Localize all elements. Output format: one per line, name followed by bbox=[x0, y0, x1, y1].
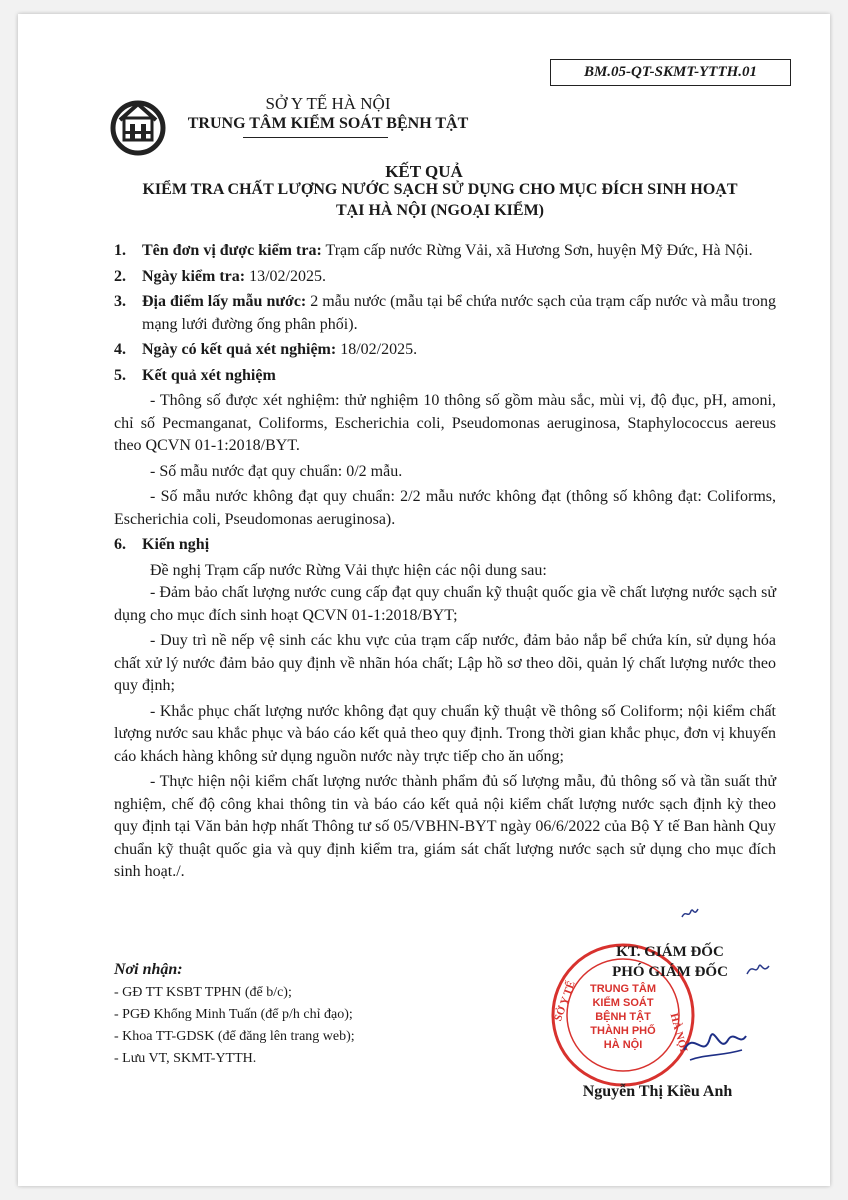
item-1 bbox=[114, 240, 776, 263]
item-text: 13/02/2025. bbox=[245, 267, 326, 285]
official-red-stamp bbox=[548, 940, 698, 1090]
recipient-item: - Khoa TT-GDSK (để đăng lên trang web); bbox=[114, 1029, 355, 1044]
svg-text:SỞ Y TẾ: SỞ Y TẾ bbox=[552, 979, 578, 1023]
stamp-line: HÀ NỘI bbox=[603, 1039, 643, 1051]
results-failed: - Số mẫu nước không đạt quy chuẩn: 2/2 mẫu nước không đạt (thông số không đạt: Coliforms, Escherichia coli, Pseudomonas aeruginosa). bbox=[114, 488, 776, 528]
header-underline bbox=[243, 137, 388, 138]
results-passed: - Số mẫu nước đạt quy chuẩn: 0/2 mẫu. bbox=[150, 462, 403, 480]
recommendation-3: - Khắc phục chất lượng nước không đạt quy chuẩn kỹ thuật về thông số Coliform; nội kiểm chất lượng nước sau khắc phục và báo cáo kết quả theo quy định. Trong thời gian khắc phục, đơn vị khuyến cáo khách hàng không sử dụng nguồn nước này trực tiếp cho ăn uống; bbox=[114, 702, 776, 765]
recommendation-1: - Đảm bảo chất lượng nước cung cấp đạt quy chuẩn kỹ thuật quốc gia về chất lượng nước sạch sử dụng cho mục đích sinh hoạt QCVN 01-1:2018/BYT; bbox=[114, 584, 776, 624]
document-body bbox=[114, 240, 776, 884]
signer-name: Nguyễn Thị Kiều Anh bbox=[582, 1083, 733, 1100]
signature-role-1: KT. GIÁM ĐỐC bbox=[616, 944, 724, 960]
stamp-line: BỆNH TẬT bbox=[595, 1011, 651, 1023]
handwritten-initial-mark bbox=[745, 960, 771, 978]
recommendation-4: - Thực hiện nội kiểm chất lượng nước thành phẩm đủ số lượng mẫu, đủ thông số và tần suất thử nghiệm, chế độ công khai thông tin và báo cáo kết quả nội kiểm chất lượng nước sạch định kỳ theo quy định tại Văn bản hợp nhất Thông tư số 05/VBHN-BYT ngày 06/6/2022 của Bộ Y tế Ban hành Quy chuẩn kỹ thuật quốc gia và quy định kiểm tra, giám sát chất lượng nước sạch sử dụng cho mục đích sinh hoạt./. bbox=[114, 773, 776, 880]
parent-agency: SỞ Y TẾ HÀ NỘI bbox=[265, 94, 391, 113]
item-2 bbox=[114, 266, 776, 289]
handwritten-initial-mark bbox=[680, 905, 700, 921]
form-code-box: BM.05-QT-SKMT-YTTH.01 bbox=[550, 59, 791, 86]
subtitle-line-2: TẠI HÀ NỘI (NGOẠI KIỂM) bbox=[335, 202, 544, 219]
item-3 bbox=[114, 291, 776, 336]
handwritten-signature bbox=[680, 1010, 750, 1070]
document-subtitle bbox=[100, 179, 780, 221]
agency-name: TRUNG TÂM KIỂM SOÁT BỆNH TẬT bbox=[187, 115, 469, 132]
item-label: Ngày kiểm tra: bbox=[142, 267, 246, 285]
results-tested-params: - Thông số được xét nghiệm: thử nghiệm 10 thông số gồm màu sắc, mùi vị, độ đục, pH, amoni, chỉ số Pecmanganat, Coliforms, Escherichia coli, Pseudomonas aeruginosa, Staphylococcus aereus theo QCVN 01-1:2018/BYT. bbox=[114, 392, 776, 454]
stamp-line: THÀNH PHỐ bbox=[590, 1025, 656, 1037]
recipient-item: - GĐ TT KSBT TPHN (để b/c); bbox=[114, 985, 292, 1000]
item-number: 5. bbox=[114, 366, 126, 384]
item-text: 18/02/2025. bbox=[336, 341, 418, 358]
signature-role-2: PHÓ GIÁM ĐỐC bbox=[612, 964, 728, 980]
hanoi-emblem-logo bbox=[110, 98, 166, 156]
item-number: 4. bbox=[114, 341, 126, 358]
item-4 bbox=[114, 339, 776, 362]
item-5 bbox=[114, 365, 776, 388]
item-label: Kiến nghị bbox=[142, 536, 210, 553]
item-label: Địa điểm lấy mẫu nước: bbox=[142, 293, 307, 310]
recipient-item: - PGĐ Khổng Minh Tuấn (để p/h chỉ đạo); bbox=[114, 1007, 353, 1022]
item-text: Trạm cấp nước Rừng Vải, xã Hương Sơn, huyện Mỹ Đức, Hà Nội. bbox=[321, 242, 753, 259]
item-label: Kết quả xét nghiệm bbox=[142, 366, 276, 384]
item-number: 3. bbox=[114, 293, 126, 310]
recommendation-2: - Duy trì nề nếp vệ sinh các khu vực của trạm cấp nước, đảm bảo nắp bể chứa kín, sử dụng hóa chất xử lý nước đảm bảo quy định về nhãn hóa chất; Lập hồ sơ theo dõi, quản lý chất lượng nước theo quy định; bbox=[114, 632, 776, 694]
item-number: 1. bbox=[114, 242, 126, 259]
item-label: Tên đơn vị được kiểm tra: bbox=[142, 242, 322, 259]
recipients-title: Nơi nhận: bbox=[114, 961, 183, 978]
item-6 bbox=[114, 534, 776, 557]
document-title: KẾT QUẢ bbox=[385, 162, 463, 181]
recipients-block bbox=[114, 958, 444, 1070]
item-number: 6. bbox=[114, 536, 126, 553]
recipient-item: - Lưu VT, SKMT-YTTH. bbox=[114, 1051, 257, 1066]
stamp-line: TRUNG TÂM bbox=[590, 983, 656, 995]
item-text: 2 mẫu nước (mẫu tại bể chứa nước sạch của trạm cấp nước và mẫu trong mạng lưới đường ống phân phối). bbox=[142, 293, 777, 333]
subtitle-line-1: KIỂM TRA CHẤT LƯỢNG NƯỚC SẠCH SỬ DỤNG CHO MỤC ĐÍCH SINH HOẠT bbox=[142, 181, 738, 198]
recommendation-intro: Đề nghị Trạm cấp nước Rừng Vải thực hiện các nội dung sau: bbox=[150, 561, 547, 579]
item-label: Ngày có kết quả xét nghiệm: bbox=[142, 341, 337, 358]
svg-text:HÀ NỘI: HÀ NỘI bbox=[667, 1011, 690, 1054]
item-number: 2. bbox=[114, 267, 126, 285]
stamp-line: KIỂM SOÁT bbox=[592, 997, 654, 1009]
